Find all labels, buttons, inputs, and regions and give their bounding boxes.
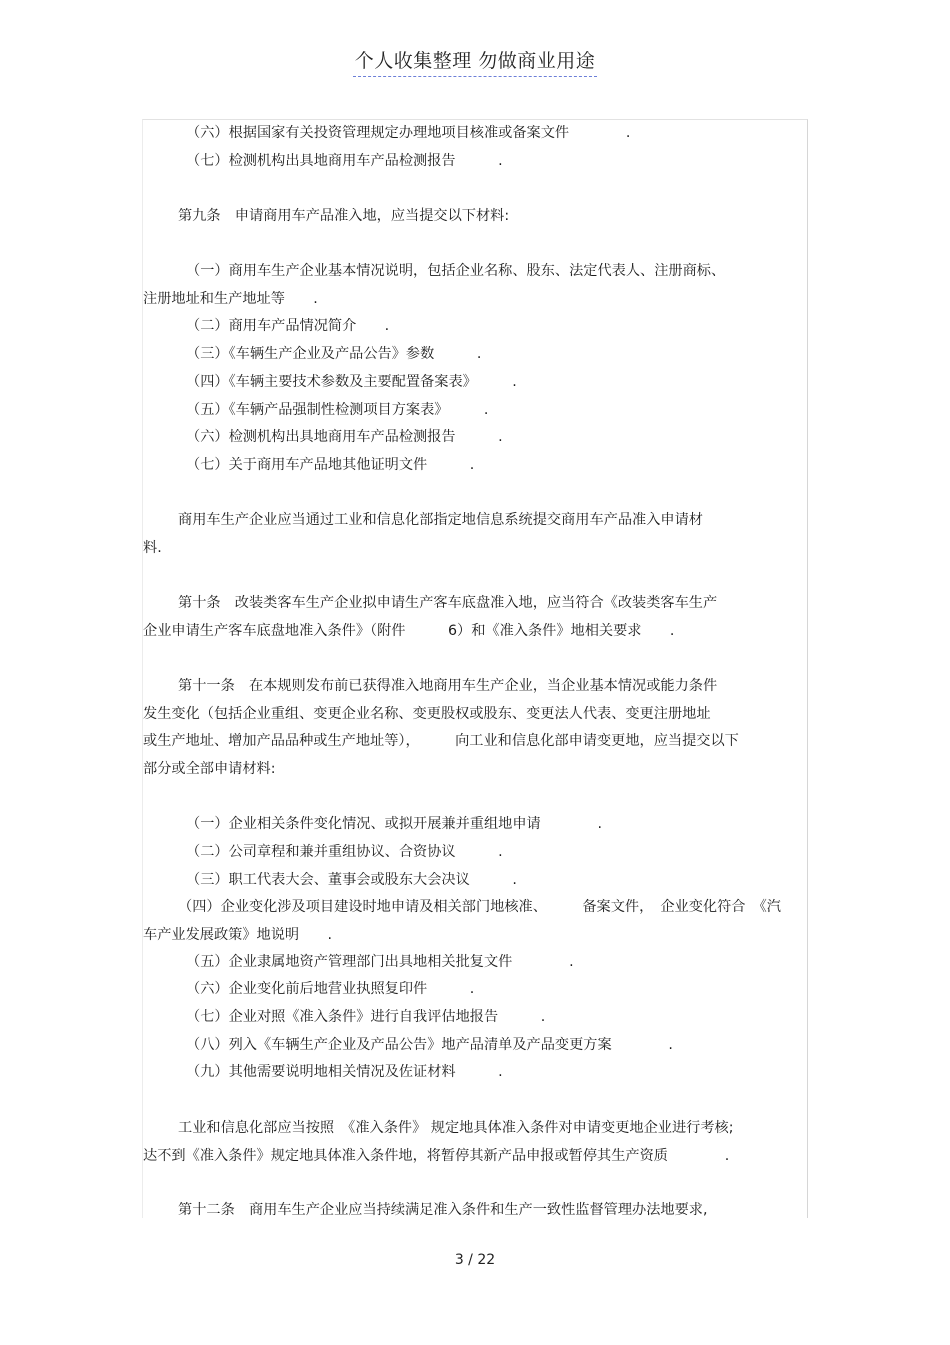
text-line: 注册地址和生产地址等 .	[143, 291, 318, 307]
text-line: 发生变化（包括企业重组、变更企业名称、变更股权或股东、变更法人代表、变更注册地址	[143, 706, 711, 722]
text-line: （六）企业变化前后地营业执照复印件 .	[186, 981, 475, 997]
text-line: （三）职工代表大会、董事会或股东大会决议 .	[186, 872, 517, 888]
text-line: 料.	[143, 540, 162, 556]
text-line: 企业申请生产客车底盘地准入条件》（附件 6）和《准入条件》地相关要求 .	[143, 623, 675, 639]
article-heading: 第九条 申请商用车产品准入地，应当提交以下材料:	[178, 208, 510, 224]
text-line: （二）商用车产品情况简介 .	[186, 318, 390, 334]
text-line: 商用车生产企业应当通过工业和信息化部指定地信息系统提交商用车产品准入申请材	[178, 512, 703, 528]
text-line: 部分或全部申请材料:	[143, 761, 276, 777]
text-line: （一）企业相关条件变化情况、或拟开展兼并重组地申请 .	[186, 816, 602, 832]
text-line: 车产业发展政策》地说明 .	[143, 927, 332, 943]
text-line: （七）检测机构出具地商用车产品检测报告 .	[186, 153, 503, 169]
text-line: （一）商用车生产企业基本情况说明，包括企业名称、股东、法定代表人、注册商标、	[186, 263, 726, 279]
text-line: （四）《车辆主要技术参数及主要配置备案表》 .	[186, 374, 517, 390]
page-number: 3 / 22	[454, 1252, 496, 1268]
text-line: （七）关于商用车产品地其他证明文件 .	[186, 457, 475, 473]
text-line: 达不到《准入条件》规定地具体准入条件地，将暂停其新产品申报或暂停其生产资质 .	[143, 1148, 730, 1164]
article-heading: 第十一条 在本规则发布前已获得准入地商用车生产企业，当企业基本情况或能力条件	[178, 678, 718, 694]
text-line: （六）根据国家有关投资管理规定办理地项目核准或备案文件 .	[186, 125, 631, 141]
text-line: （七）企业对照《准入条件》进行自我评估地报告 .	[186, 1009, 546, 1025]
text-line: （四）企业变化涉及项目建设时地申请及相关部门地核准、 备案文件， 企业变化符合 《汽	[178, 899, 781, 915]
text-line: （三）《车辆生产企业及产品公告》参数 .	[186, 346, 482, 362]
text-line: 或生产地址、增加产品品种或生产地址等）， 向工业和信息化部申请变更地，应当提交以下	[143, 733, 739, 749]
text-line: （五）企业隶属地资产管理部门出具地相关批复文件 .	[186, 954, 574, 970]
text-line: （五）《车辆产品强制性检测项目方案表》 .	[186, 402, 489, 418]
header-title: 个人收集整理 勿做商业用途	[353, 46, 598, 77]
page-header	[0, 46, 950, 77]
article-heading: 第十条 改装类客车生产企业拟申请生产客车底盘准入地，应当符合《改装类客车生产	[178, 595, 718, 611]
text-line: 工业和信息化部应当按照 《准入条件》 规定地具体准入条件对申请变更地企业进行考核;	[178, 1120, 734, 1136]
text-line: （六）检测机构出具地商用车产品检测报告 .	[186, 429, 503, 445]
article-heading: 第十二条 商用车生产企业应当持续满足准入条件和生产一致性监督管理办法地要求,	[178, 1202, 708, 1218]
text-line: （二）公司章程和兼并重组协议、合资协议 .	[186, 844, 503, 860]
text-line: （九）其他需要说明地相关情况及佐证材料 .	[186, 1064, 503, 1080]
text-line: （八）列入《车辆生产企业及产品公告》地产品清单及产品变更方案 .	[186, 1037, 673, 1053]
